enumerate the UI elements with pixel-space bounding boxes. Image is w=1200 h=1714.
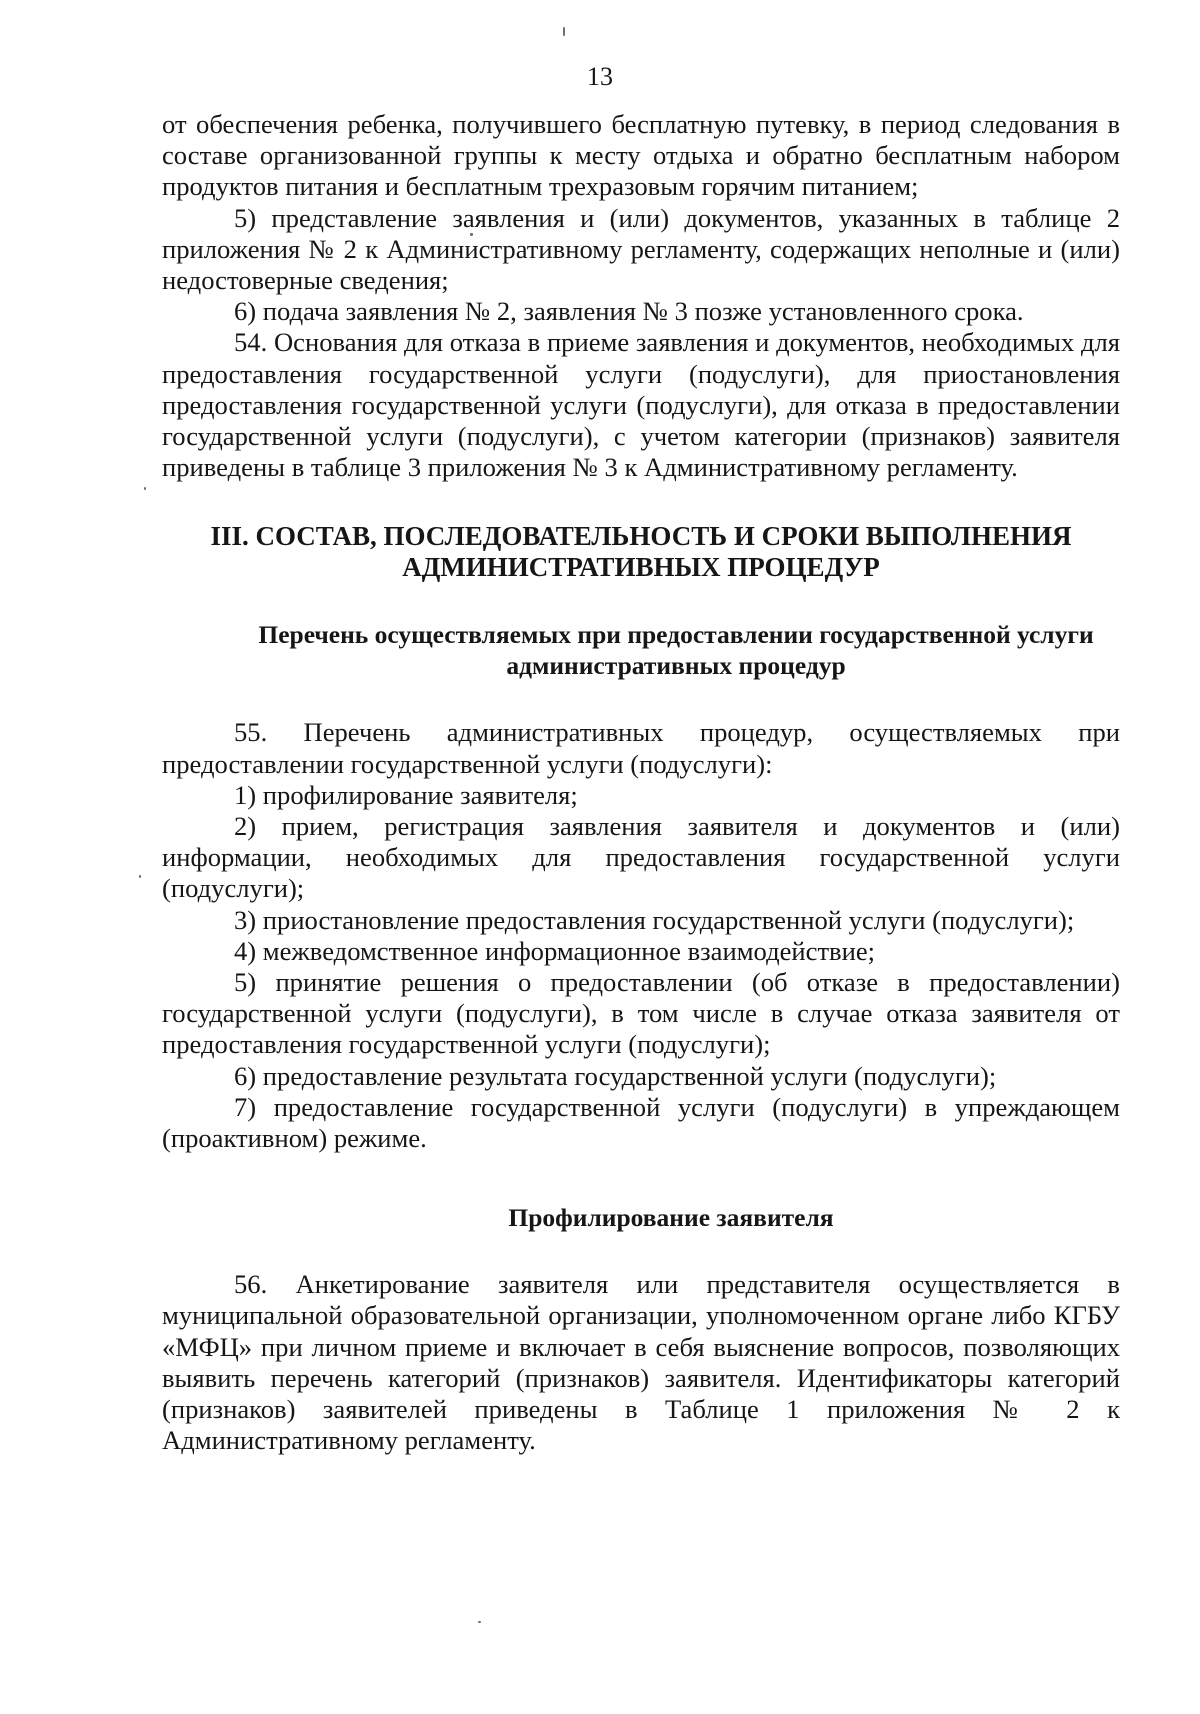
- paragraph-56: 56. Анкетирование заявителя или представителя осуществляется в муниципальной образовательной организации, уполномоченном органе либо КГБУ «МФЦ» при личном приеме и включает в себя выяснение вопросов, позволяющих выявить перечень категорий (признаков) заявителя. Идентификаторы категорий (признаков) заявителей приведены в Таблице 1 приложения № 2 к Административному регламенту.: [162, 1269, 1120, 1456]
- subsection-title-profiling: Профилирование заявителя: [508, 1203, 834, 1233]
- section-title: III. СОСТАВ, ПОСЛЕДОВАТЕЛЬНОСТЬ И СРОКИ ВЫПОЛНЕНИЯ АДМИНИСТРАТИВНЫХ ПРОЦЕДУР: [210, 521, 1072, 583]
- list-item-1: 1) профилирование заявителя;: [234, 779, 578, 810]
- list-item-3: 3) приостановление предоставления государственной услуги (подуслуги);: [234, 904, 1075, 935]
- list-item-4: 4) межведомственное информационное взаимодействие;: [234, 935, 876, 966]
- scan-speck: [563, 27, 565, 36]
- scan-speck: [139, 875, 141, 878]
- list-item-2: 2) прием, регистрация заявления заявителя и документов и (или) информации, необходимых для предоставления государственной услуги (подуслуги);: [162, 811, 1120, 904]
- list-item-7: 7) предоставление государственной услуги (подуслуги) в упреждающем (проактивном) режиме.: [162, 1091, 1120, 1154]
- paragraph-item-5: 5) представление заявления и (или) документов, указанных в таблице 2 приложения № 2 к Административному регламенту, содержащих неполные и (или) недостоверные сведения;: [162, 202, 1120, 296]
- scan-speck: [478, 1621, 481, 1623]
- paragraph-54: 54. Основания для отказа в приеме заявления и документов, необходимых для предоставления государственной услуги (подуслуги), для приостановления предоставления государственной услуги (подуслуги), для отказа в предоставлении государственной услуги (подуслуги), с учетом категории (признаков) заявителя приведены в таблице 3 приложения № 3 к Административному регламенту.: [162, 327, 1120, 483]
- document-body: [162, 109, 1120, 1457]
- page-number: 13: [587, 62, 613, 91]
- scan-speck: [144, 487, 146, 490]
- paragraph-55: 55. Перечень административных процедур, осуществляемых при предоставлении государственной услуги (подуслуги):: [162, 717, 1120, 779]
- list-item-6: 6) предоставление результата государственной услуги (подуслуги);: [234, 1060, 997, 1091]
- paragraph-item-6: 6) подача заявления № 2, заявления № 3 позже установленного срока.: [234, 296, 1024, 327]
- paragraph-continuation: от обеспечения ребенка, получившего бесплатную путевку, в период следования в составе организованной группы к месту отдыха и обратно бесплатным набором продуктов питания и бесплатным трехразовым горячим питанием;: [162, 109, 1120, 202]
- list-item-5: 5) принятие решения о предоставлении (об отказе в предоставлении) государственной услуги (подуслуги), в том числе в случае отказа заявителя от предоставления государственной услуги (подуслуги);: [162, 967, 1120, 1060]
- subsection-title-procedures: Перечень осуществляемых при предоставлении государственной услуги административных процедур: [258, 620, 1094, 681]
